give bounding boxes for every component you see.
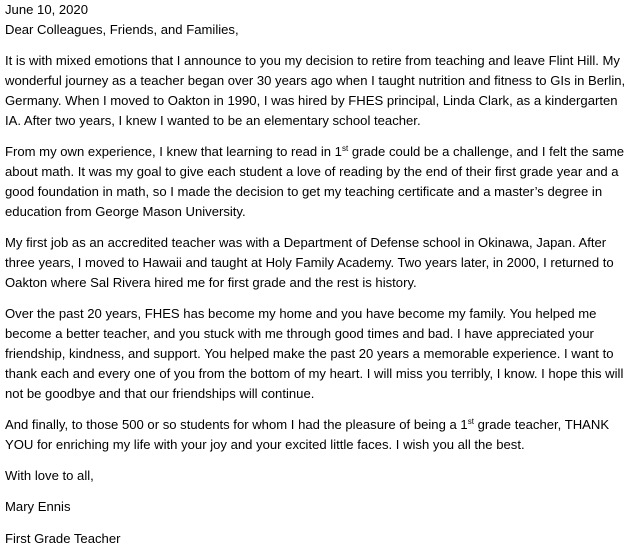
letter-body — [5, 0, 634, 549]
paragraph-retirement-announcement: It is with mixed emotions that I announce to you my decision to retire from teaching and leave Flint Hill. My wonderful journey as a teacher began over 30 years ago when I taught nutrition and fitness to GIs in Berlin, Germany. When I moved to Oakton in 1990, I was hired by FHES principal, Linda Clark, as a kindergarten IA. After two years, I knew I wanted to be an elementary school teacher. — [5, 53, 626, 128]
letter-closing: With love to all, — [5, 468, 94, 483]
paragraph-fhes-family: Over the past 20 years, FHES has become my home and you have become my family. You helped me become a better teacher, and you stuck with me through good times and bad. I have appreciated your friendship, kindness, and support. You helped make the past 20 years a memorable experience. I want to thank each and every one of you from the bottom of my heart. I will miss you terribly, I know. I hope this will not be goodbye and that our friendships will continue. — [5, 306, 624, 401]
paragraph-first-job: My first job as an accredited teacher was with a Department of Defense school in Okinawa, Japan. After three years, I moved to Hawaii and taught at Holy Family Academy. Two years later, in 2000, I returned to Oakton where Sal Rivera hired me for first grade and the rest is history. — [5, 235, 614, 290]
paragraph-text: And finally, to those 500 or so students for whom I had the pleasure of being a 1 — [5, 417, 468, 432]
paragraph-text: From my own experience, I knew that learning to read in 1 — [5, 144, 342, 159]
paragraph-thank-students — [5, 415, 634, 455]
ordinal-suffix: st — [341, 144, 349, 153]
paragraph-text: grade teacher, THANK YOU for enriching my life with your joy and your excited little faces. I wish you all the best. — [5, 417, 610, 452]
signer-title: First Grade Teacher — [5, 531, 121, 546]
letter-greeting: Dear Colleagues, Friends, and Families, — [5, 22, 239, 37]
paragraph-text: grade could be a challenge, and I felt the same about math. It was my goal to give each student a love of reading by the end of their first grade year and a good foundation in math, so I made the decision to get my teaching certificate and a master’s degree in education from George Mason University. — [5, 144, 625, 219]
letter-signature: Mary Ennis — [5, 499, 71, 514]
paragraph-reading-math — [5, 142, 634, 222]
ordinal-suffix: st — [467, 417, 474, 426]
letter-date: June 10, 2020 — [5, 2, 88, 17]
